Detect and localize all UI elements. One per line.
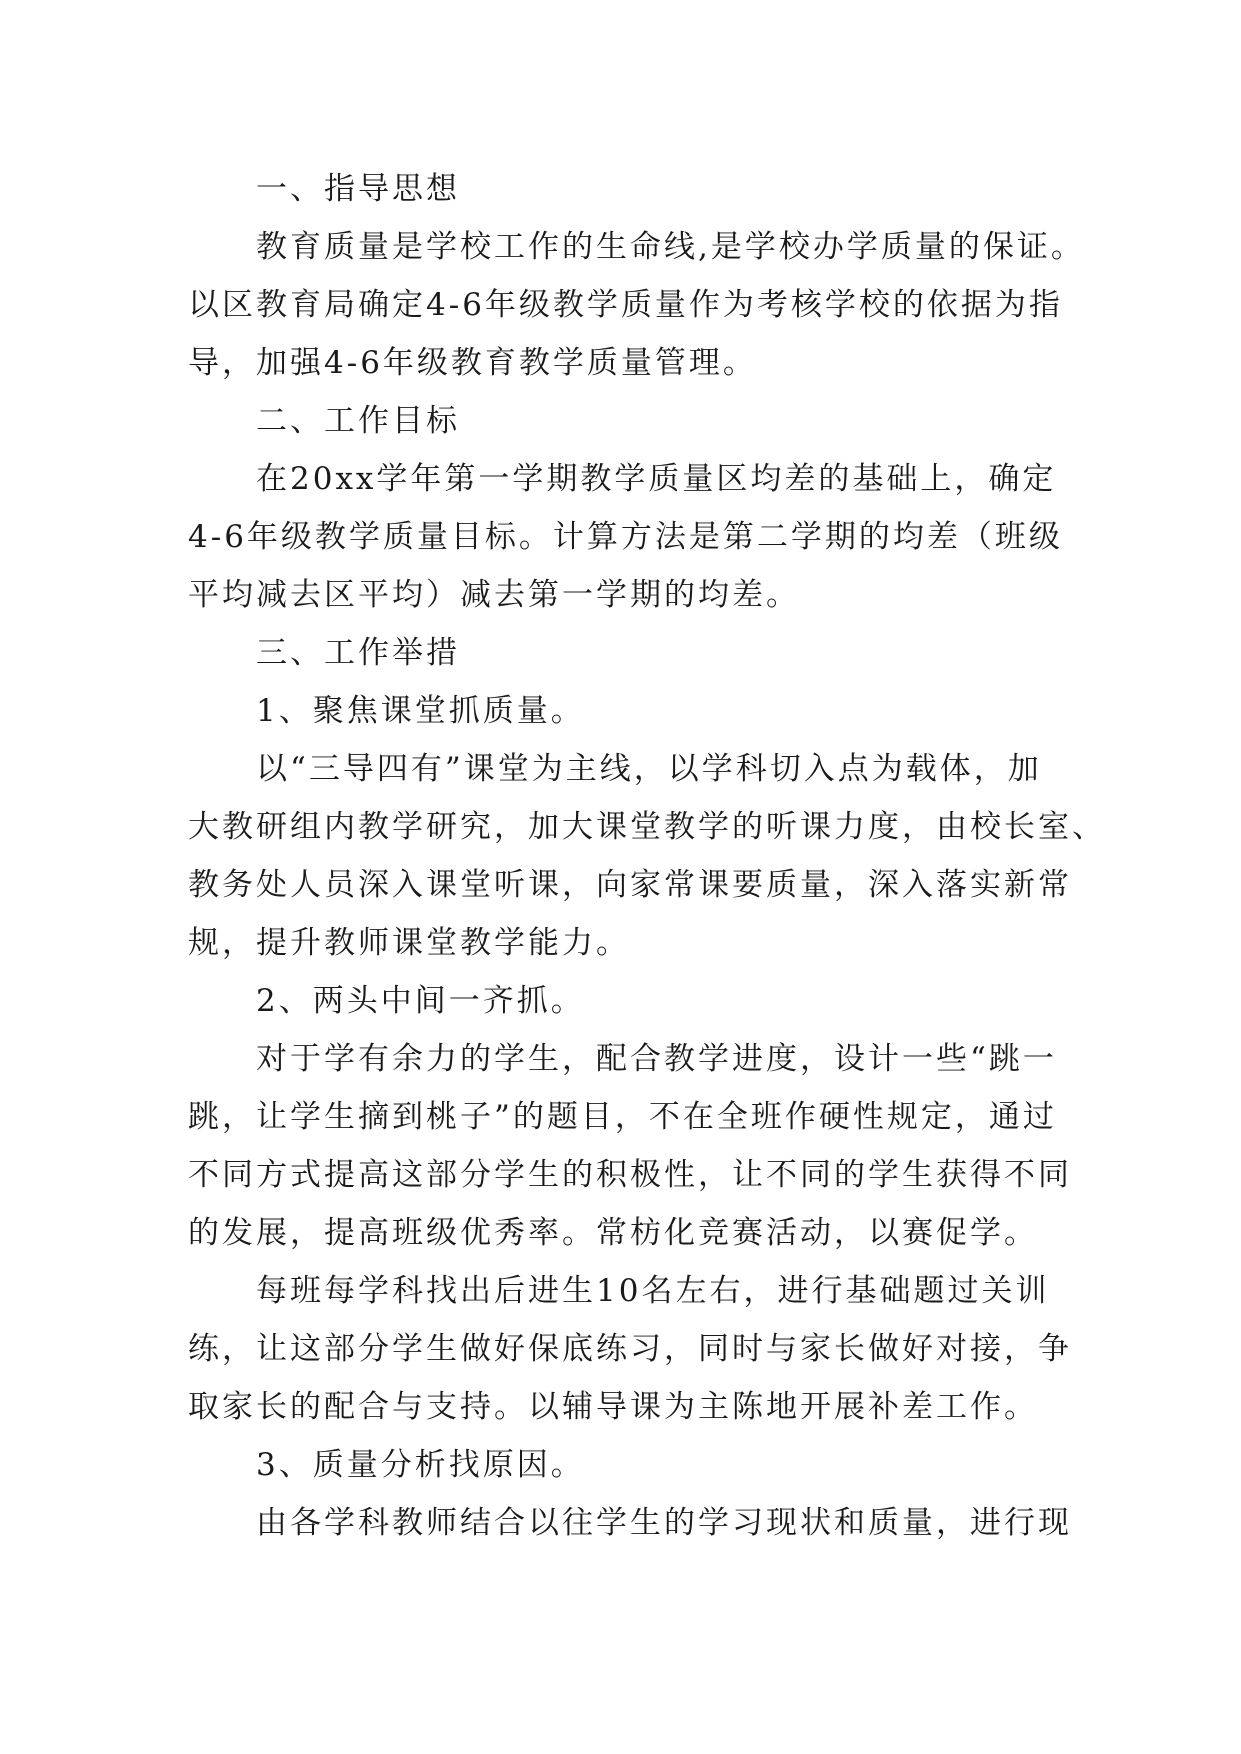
text-line: 教务处人员深入课堂听课，向家常课要质量，深入落实新常 (188, 867, 1072, 903)
text-line: 导，加强4-6年级教育教学质量管理。 (188, 345, 757, 381)
text-line: 1、聚焦课堂抓质量。 (256, 693, 585, 729)
text-line: 4-6年级教学质量目标。计算方法是第二学期的均差（班级 (188, 519, 1063, 555)
text-line: 以“三导四有”课堂为主线，以学科切入点为载体，加 (256, 751, 1042, 787)
text-line: 在20xx学年第一学期教学质量区均差的基础上，确定 (256, 461, 1057, 497)
text-line: 练，让这部分学生做好保底练习，同时与家长做好对接，争 (188, 1331, 1072, 1367)
text-line: 不同方式提高这部分学生的积极性，让不同的学生获得不同 (188, 1157, 1072, 1193)
text-line: 二、工作目标 (256, 403, 460, 439)
text-line: 对于学有余力的学生，配合教学进度，设计一些“跳一 (256, 1041, 1057, 1077)
text-line: 由各学科教师结合以往学生的学习现状和质量，进行现 (256, 1505, 1072, 1541)
text-line: 以区教育局确定4-6年级教学质量作为考核学校的依据为指 (188, 287, 1063, 323)
text-line: 的发展，提高班级优秀率。常枋化竞赛活动，以赛促学。 (188, 1215, 1038, 1251)
text-line: 2、两头中间一齐抓。 (256, 983, 585, 1019)
text-line: 规，提升教师课堂教学能力。 (188, 925, 630, 961)
text-line: 跳，让学生摘到桃子”的题目，不在全班作硬性规定，通过 (188, 1099, 1057, 1135)
text-line: 一、指导思想 (256, 171, 460, 207)
text-line: 三、工作举措 (256, 635, 460, 671)
text-line: 每班每学科找出后进生10名左右，进行基础题过关训 (256, 1273, 1050, 1309)
text-line: 教育质量是学校工作的生命线,是学校办学质量的保证。 (256, 229, 1085, 265)
text-line: 取家长的配合与支持。以辅导课为主陈地开展补差工作。 (188, 1389, 1038, 1425)
text-line: 平均减去区平均）减去第一学期的均差。 (188, 577, 800, 613)
document-body (188, 160, 1106, 1552)
text-line: 3、质量分析找原因。 (256, 1447, 585, 1483)
text-line: 大教研组内教学研究，加大课堂教学的听课力度，由校长室、 (188, 809, 1106, 845)
